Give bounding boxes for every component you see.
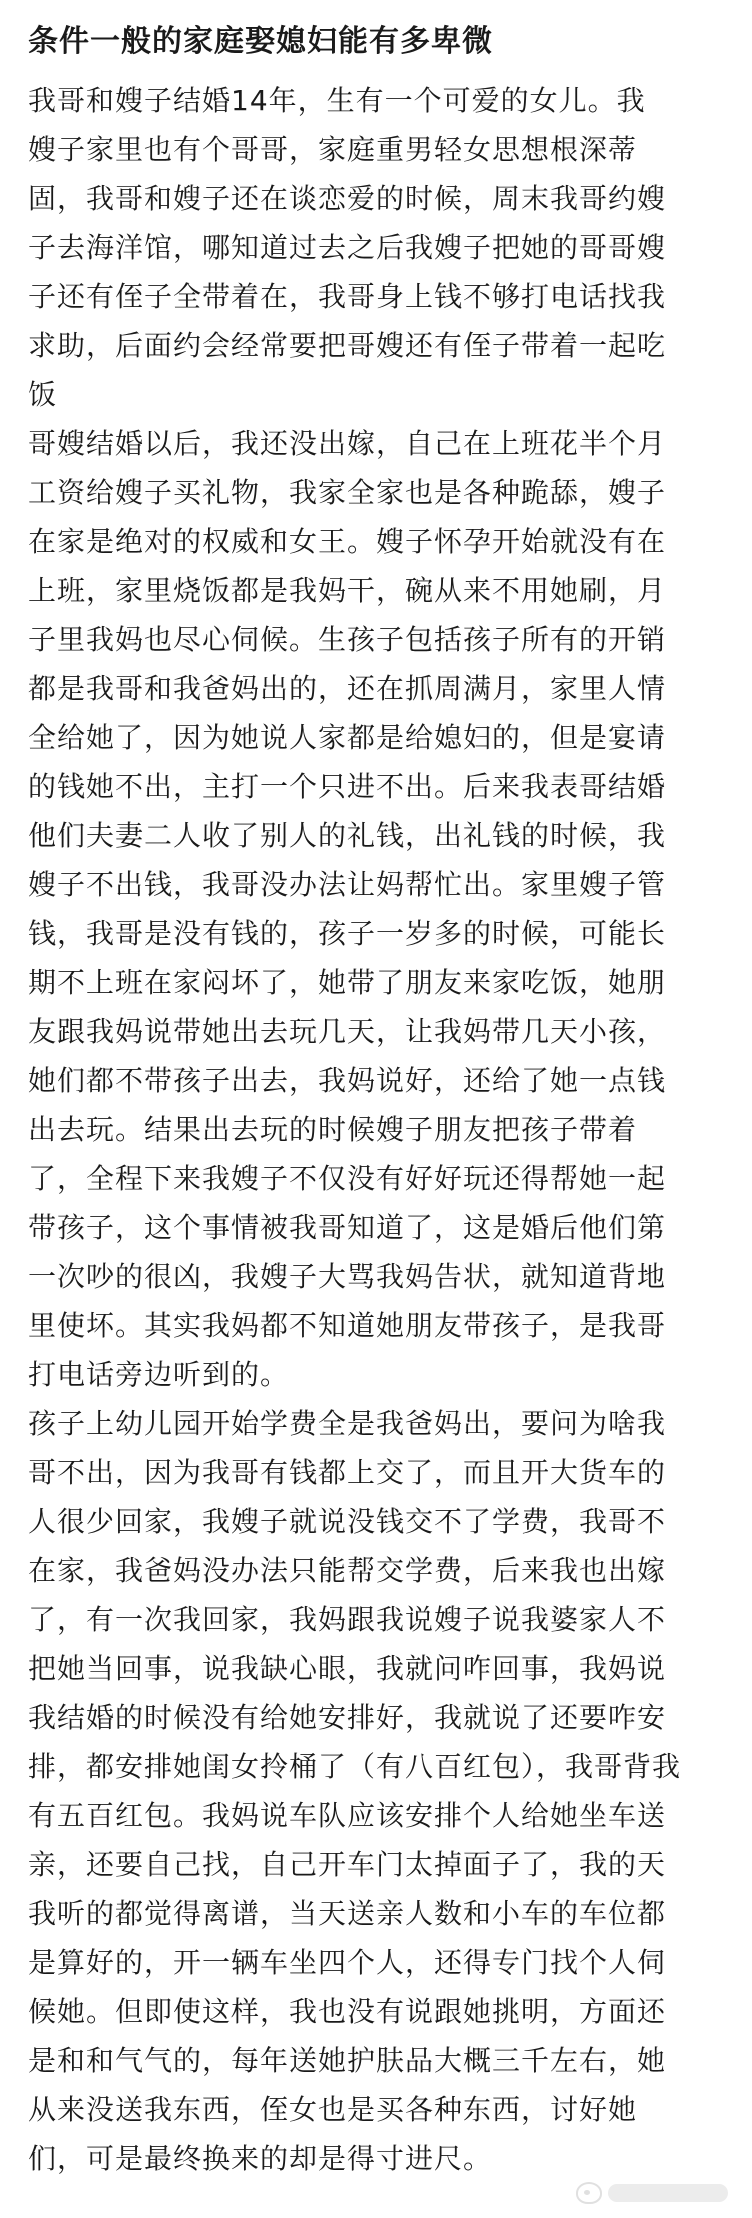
text-line: 带孩子，这个事情被我哥知道了，这是婚后他们第 <box>28 1211 667 1244</box>
text-line: 上班，家里烧饭都是我妈干，碗从来不用她刷，月 <box>28 574 667 607</box>
text-line: 里使坏。其实我妈都不知道她朋友带孩子，是我哥 <box>28 1309 667 1342</box>
post-title: 条件一般的家庭娶媳妇能有多卑微 <box>28 24 493 59</box>
paragraph <box>28 76 728 419</box>
text-line: 工资给嫂子买礼物，我家全家也是各种跪舔，嫂子 <box>28 476 667 509</box>
text-line: 是和和气气的，每年送她护肤品大概三千左右，她 <box>28 2044 667 2077</box>
text-line: 亲，还要自己找，自己开车门太掉面子了，我的天 <box>28 1848 667 1881</box>
text-line: 求助，后面约会经常要把哥嫂还有侄子带着一起吃 <box>28 329 667 362</box>
text-line: 嫂子家里也有个哥哥，家庭重男轻女思想根深蒂 <box>28 133 638 166</box>
watermark-username-masked <box>608 2184 728 2202</box>
text-line: 子里我妈也尽心伺候。生孩子包括孩子所有的开销 <box>28 623 667 656</box>
paragraph <box>28 1399 728 2183</box>
text-line: 了，全程下来我嫂子不仅没有好好玩还得帮她一起 <box>28 1162 667 1195</box>
text-line: 全给她了，因为她说人家都是给媳妇的，但是宴请 <box>28 721 667 754</box>
weibo-logo-icon <box>576 2182 602 2204</box>
text-line: 都是我哥和我爸妈出的，还在抓周满月，家里人情 <box>28 672 667 705</box>
text-line: 人很少回家，我嫂子就说没钱交不了学费，我哥不 <box>28 1505 667 1538</box>
text-line: 我听的都觉得离谱，当天送亲人数和小车的车位都 <box>28 1897 667 1930</box>
text-line: 我哥和嫂子结婚14年，生有一个可爱的女儿。我 <box>28 84 646 117</box>
text-line: 候她。但即使这样，我也没有说跟她挑明，方面还 <box>28 1995 667 2028</box>
text-line: 固，我哥和嫂子还在谈恋爱的时候，周末我哥约嫂 <box>28 182 667 215</box>
text-line: 们，可是最终换来的却是得寸进尺。 <box>28 2142 493 2175</box>
text-line: 钱，我哥是没有钱的，孩子一岁多的时候，可能长 <box>28 917 667 950</box>
text-line: 他们夫妻二人收了别人的礼钱，出礼钱的时候，我 <box>28 819 667 852</box>
paragraph <box>28 419 728 1399</box>
text-line: 嫂子不出钱，我哥没办法让妈帮忙出。家里嫂子管 <box>28 868 667 901</box>
text-line: 友跟我妈说带她出去玩几天，让我妈带几天小孩， <box>28 1015 667 1048</box>
text-line: 出去玩。结果出去玩的时候嫂子朋友把孩子带着 <box>28 1113 638 1146</box>
text-line: 子去海洋馆，哪知道过去之后我嫂子把她的哥哥嫂 <box>28 231 667 264</box>
post-body <box>28 76 728 2183</box>
text-line: 期不上班在家闷坏了，她带了朋友来家吃饭，她朋 <box>28 966 667 999</box>
text-line: 有五百红包。我妈说车队应该安排个人给她坐车送 <box>28 1799 667 1832</box>
text-line: 把她当回事，说我缺心眼，我就问咋回事，我妈说 <box>28 1652 667 1685</box>
text-line: 在家是绝对的权威和女王。嫂子怀孕开始就没有在 <box>28 525 667 558</box>
text-line: 的钱她不出，主打一个只进不出。后来我表哥结婚 <box>28 770 667 803</box>
text-line: 从来没送我东西，侄女也是买各种东西，讨好她 <box>28 2093 638 2126</box>
text-line: 哥不出，因为我哥有钱都上交了，而且开大货车的 <box>28 1456 667 1489</box>
text-line: 她们都不带孩子出去，我妈说好，还给了她一点钱 <box>28 1064 667 1097</box>
text-line: 哥嫂结婚以后，我还没出嫁，自己在上班花半个月 <box>28 427 667 460</box>
text-line: 排，都安排她闺女拎桶了（有八百红包），我哥背我 <box>28 1750 682 1783</box>
text-line: 饭 <box>28 378 58 411</box>
text-line: 打电话旁边听到的。 <box>28 1358 290 1391</box>
text-line: 在家，我爸妈没办法只能帮交学费，后来我也出嫁 <box>28 1554 667 1587</box>
post <box>28 0 728 2218</box>
text-line: 一次吵的很凶，我嫂子大骂我妈告状，就知道背地 <box>28 1260 667 1293</box>
text-line: 子还有侄子全带着在，我哥身上钱不够打电话找我 <box>28 280 667 313</box>
text-line: 是算好的，开一辆车坐四个人，还得专门找个人伺 <box>28 1946 667 1979</box>
text-line: 孩子上幼儿园开始学费全是我爸妈出，要问为啥我 <box>28 1407 667 1440</box>
text-line: 了，有一次我回家，我妈跟我说嫂子说我婆家人不 <box>28 1603 667 1636</box>
watermark <box>576 2182 728 2204</box>
text-line: 我结婚的时候没有给她安排好，我就说了还要咋安 <box>28 1701 667 1734</box>
